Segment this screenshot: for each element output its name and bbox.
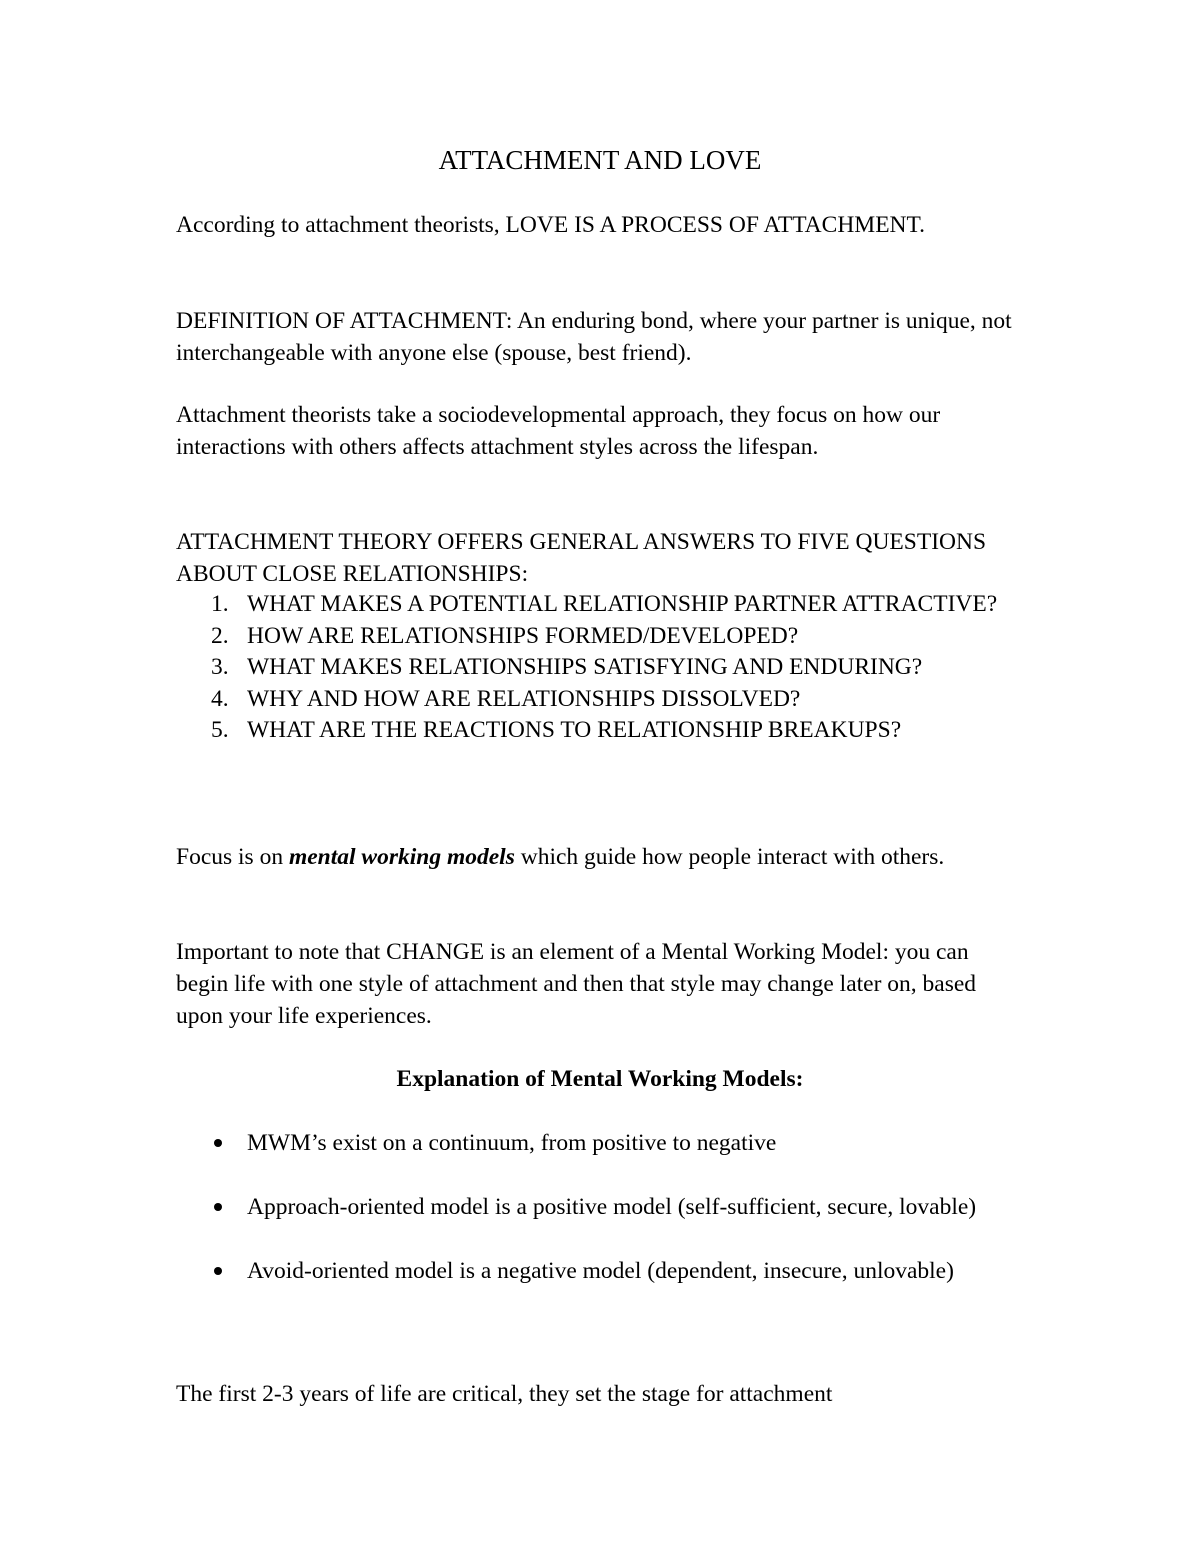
list-item <box>176 652 1026 684</box>
list-item <box>176 715 1026 747</box>
bullet-icon <box>214 1267 222 1275</box>
questions-intro: ATTACHMENT THEORY OFFERS GENERAL ANSWERS TO FIVE QUESTIONS ABOUT CLOSE RELATIONSHIPS: <box>176 529 987 587</box>
definition-paragraph: DEFINITION OF ATTACHMENT: An enduring bond, where your partner is unique, not interchangeable with anyone else (spouse, best friend). <box>176 308 1012 366</box>
list-item <box>176 1191 1026 1223</box>
approach-paragraph: Attachment theorists take a sociodevelopmental approach, they focus on how our interactions with others affects attachment styles across the lifespan. <box>176 402 941 460</box>
list-item <box>176 684 1026 716</box>
mwm-bullet-list <box>176 1127 1026 1287</box>
list-item <box>176 589 1026 621</box>
list-item-text: WHAT ARE THE REACTIONS TO RELATIONSHIP BREAKUPS? <box>247 717 902 743</box>
list-item <box>176 1127 1026 1159</box>
bullet-icon <box>214 1203 222 1211</box>
focus-emphasis: mental working models <box>288 844 515 870</box>
change-paragraph: Important to note that CHANGE is an element of a Mental Working Model: you can begin life with one style of attachment and then that style may change later on, based upon your life experiences. <box>176 939 977 1029</box>
list-item-text: HOW ARE RELATIONSHIPS FORMED/DEVELOPED? <box>247 622 799 649</box>
list-item-text: Avoid-oriented model is a negative model (dependent, insecure, unlovable) <box>247 1258 954 1284</box>
list-item-text: WHAT MAKES RELATIONSHIPS SATISFYING AND ENDURING? <box>247 654 923 680</box>
closing-paragraph: The first 2-3 years of life are critical, they set the stage for attachment <box>176 1381 833 1407</box>
focus-text-before: Focus is on <box>176 844 289 870</box>
bullet-icon <box>214 1139 222 1147</box>
page-title: ATTACHMENT AND LOVE <box>438 145 762 175</box>
questions-list <box>176 589 1026 747</box>
intro-paragraph: According to attachment theorists, LOVE IS A PROCESS OF ATTACHMENT. <box>176 212 926 238</box>
list-number: 1. <box>211 591 229 617</box>
mwm-heading: Explanation of Mental Working Models: <box>396 1066 804 1092</box>
list-item <box>176 1255 1026 1287</box>
list-item-text: MWM’s exist on a continuum, from positive to negative <box>247 1130 777 1156</box>
list-number: 2. <box>211 622 229 649</box>
focus-text-after: which guide how people interact with others. <box>514 844 945 870</box>
list-number: 4. <box>211 685 229 712</box>
list-item-text: Approach-oriented model is a positive model (self-sufficient, secure, lovable) <box>247 1194 977 1220</box>
focus-paragraph <box>176 841 1006 873</box>
list-item-text: WHAT MAKES A POTENTIAL RELATIONSHIP PARTNER ATTRACTIVE? <box>247 591 998 617</box>
list-number: 3. <box>211 654 229 680</box>
list-number: 5. <box>211 717 229 743</box>
list-item-text: WHY AND HOW ARE RELATIONSHIPS DISSOLVED? <box>247 685 801 712</box>
list-item <box>176 621 1026 653</box>
